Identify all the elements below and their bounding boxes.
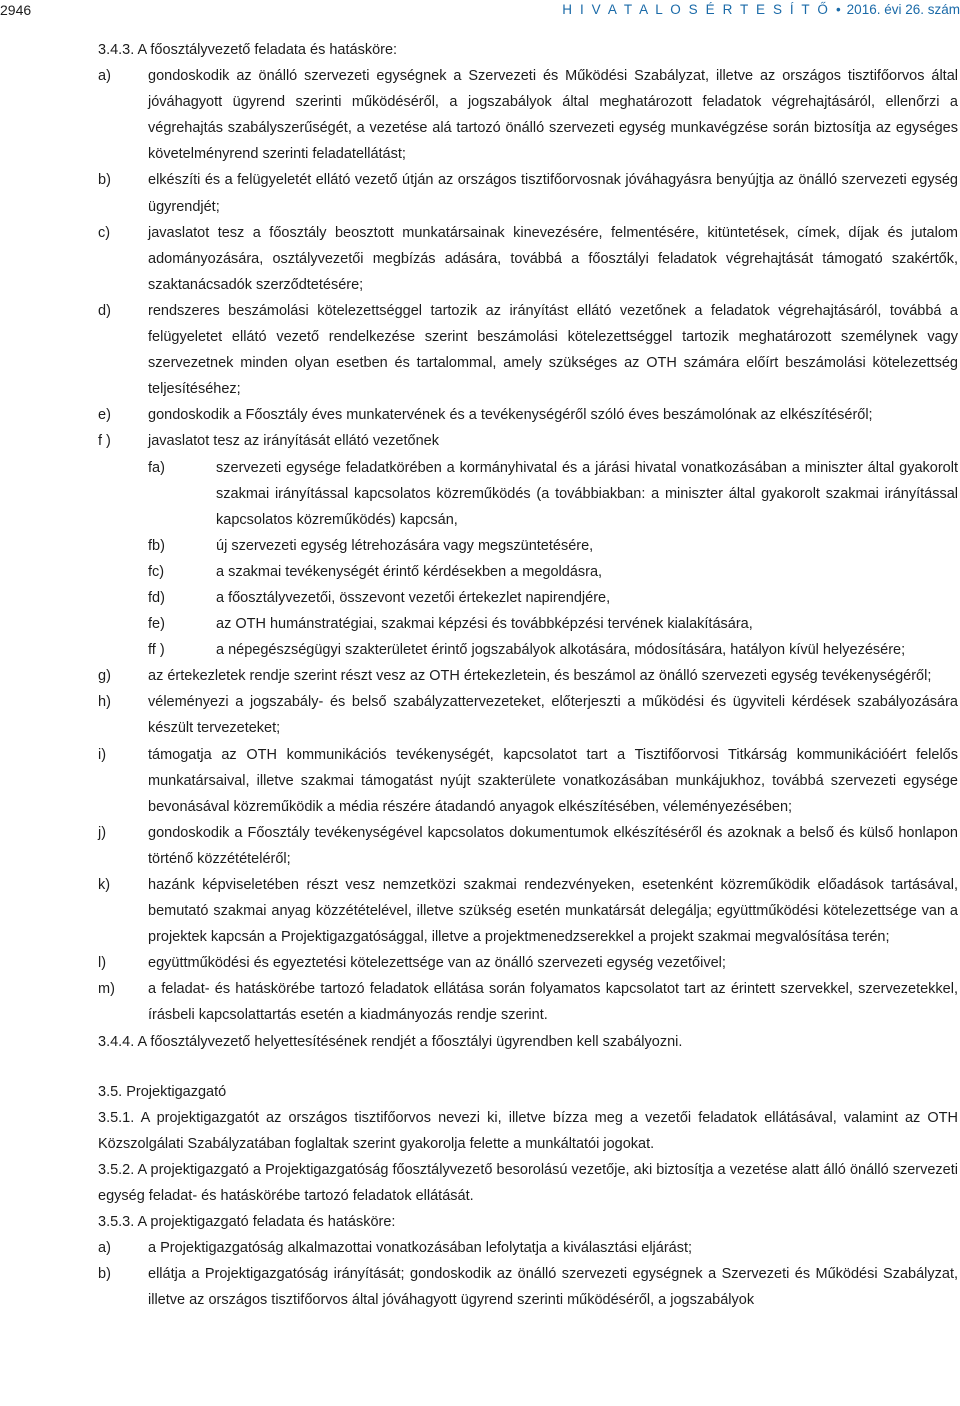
sub-item-label: fb) [148, 537, 165, 554]
item-text: rendszeres beszámolási kötelezettséggel tartozik az irányítást ellátó vezetőnek a feladatok végrehajtásáról, továbbá a felügyeletet ellátó vezető rendelkezése szerint beszámolási kötelezettséggel tartozik meghatározott személynek vagy szervezetnek minden olyan esetben és tartalommal, amely szükséges az OTH számára előírt beszámolási kötelezettség teljesítéséhez; [148, 302, 958, 398]
sub-item-text: az OTH humánstratégiai, szakmai képzési és továbbképzési tervének kialakítására, [216, 616, 753, 633]
sub-list-item [148, 559, 958, 585]
sub-item-text: a népegészségügyi szakterületet érintő jogszabályok alkotására, módosítására, hatályon kívül helyezésére; [216, 642, 906, 659]
list-item [98, 689, 958, 741]
list-353 [98, 1235, 958, 1313]
paragraph-344: 3.4.4. A főosztályvezető helyettesítésének rendjét a főosztályi ügyrendben kell szabályozni. [98, 1033, 683, 1050]
list-item [98, 663, 958, 689]
sub-list-item [148, 455, 958, 533]
list-item [98, 950, 958, 976]
item-text: javaslatot tesz az irányítását ellátó vezetőnek [148, 433, 439, 450]
item-text: a Projektigazgatóság alkalmazottai vonatkozásában lefolytatja a kiválasztási eljárást; [148, 1240, 693, 1257]
sub-list-item [148, 611, 958, 637]
item-label: j) [98, 824, 107, 841]
item-text: ellátja a Projektigazgatóság irányítását; gondoskodik az önálló szervezeti egységnek a Szervezeti és Működési Szabályzat, illetve az országos tisztifőorvos által jóváhagyott ügyrend szerinti működéséről, a jogszabályok [148, 1266, 958, 1309]
item-label: d) [98, 302, 111, 319]
header-separator: • [835, 2, 841, 17]
sub-list-item [148, 533, 958, 559]
item-text: gondoskodik a Főosztály tevékenységével kapcsolatos dokumentumok elkészítéséről és azoknak a belső és külső honlapon történő közzétételéről; [148, 824, 958, 867]
item-label: e) [98, 407, 111, 424]
document-body [98, 37, 958, 1314]
sub-item-text: új szervezeti egység létrehozására vagy megszüntetésére, [216, 537, 594, 554]
list-item [98, 872, 958, 950]
section-spacer [98, 1055, 958, 1079]
item-label: i) [98, 746, 107, 763]
list-343 [98, 63, 958, 1028]
issue-date: 2016. évi 26. szám [846, 2, 960, 17]
sub-item-text: a szakmai tevékenységét érintő kérdésekben a megoldásra, [216, 563, 603, 580]
sub-item-label: fe) [148, 616, 165, 633]
item-text: elkészíti és a felügyeletét ellátó vezető útján az országos tisztifőorvosnak jóváhagyásra benyújtja az önálló szervezeti egység ügyrendjét; [148, 172, 958, 215]
item-text: együttműködési és egyeztetési kötelezettsége van az önálló szervezeti egység vezetőivel; [148, 955, 726, 972]
sub-list-item [148, 585, 958, 611]
sub-item-label: ff ) [148, 642, 165, 659]
item-text: gondoskodik a Főosztály éves munkatervének és a tevékenységéről szóló éves beszámolónak az elkészítéséről; [148, 407, 873, 424]
sub-item-text: a főosztályvezetői, összevont vezetői értekezlet napirendjére, [216, 589, 611, 606]
item-text: az értekezletek rendje szerint részt vesz az OTH értekezletein, és beszámol az önálló szervezeti egység tevékenységéről; [148, 668, 932, 685]
item-text: a feladat- és hatáskörébe tartozó feladatok ellátása során folyamatos kapcsolatot tart az érintett szervekkel, szervezetekkel, írásbeli kapcsolattartás esetén a kiadmányozás rendje szerint. [148, 981, 958, 1024]
list-item [98, 63, 958, 167]
list-item [98, 820, 958, 872]
item-label: c) [98, 224, 111, 241]
sub-item-label: fd) [148, 589, 165, 606]
list-item [98, 742, 958, 820]
item-text: gondoskodik az önálló szervezeti egységnek a Szervezeti és Működési Szabályzat, illetve az országos tisztifőorvos által jóváhagyott ügyrend szerinti működéséről, a jogszabályok által meghatározott feladatok végrehajtásáról, ellenőrzi a végrehajtás szabályszerűségét, a vezetése alá tartozó önálló szervezeti egység munkavégzése során biztosítja az egységes követelményrend szerinti feladatellátást; [148, 68, 958, 163]
section-heading-35: 3.5. Projektigazgató [98, 1083, 227, 1100]
item-label: m) [98, 981, 115, 998]
sub-list-item [148, 637, 958, 663]
item-text: javaslatot tesz a főosztály beosztott munkatársainak kinevezésére, felmentésére, kitüntetések, címek, díjak és jutalom adományozására, osztályvezetői megbízás adására, továbbá a főosztályi feladatok végrehajtását támogató szakértők, szaktanácsadók szerződtetésére; [148, 224, 958, 293]
page-number: 2946 [0, 2, 32, 18]
item-label: b) [98, 172, 111, 189]
list-item [98, 1235, 958, 1261]
paragraph-351: 3.5.1. A projektigazgatót az országos tisztifőorvos nevezi ki, illetve bízza meg a vezetői feladatok ellátásával, valamint az OTH Közszolgálati Szabályzatában foglaltak szerint gyakorolja felette a munkáltatói jogokat. [98, 1109, 958, 1152]
item-text: támogatja az OTH kommunikációs tevékenységét, kapcsolatot tart a Tisztifőorvosi Titkárság kommunikációért felelős munkatársaival, illetve szakmai támogatást nyújt szakterülete vonatkozásában munkájukhoz, továbbá szervezeti egysége bevonásával közreműködik a média részére átadandó anyagok elkészítésében, véleményezésében; [148, 746, 958, 815]
list-item [98, 298, 958, 402]
list-item [98, 428, 958, 454]
running-header [562, 0, 960, 20]
item-text: hazánk képviseletében részt vesz nemzetközi szakmai rendezvényeken, esetenként közreműködik előadások tartásával, bemutató szakmai anyag közzétételével, illetve szükség esetén munkatársát delegálja; együttműködési kötelezettsége van a projektek kapcsán a Projektigazgatósággal, illetve a projektmenedzserekkel a projekt szakmai megvalósítása terén; [148, 877, 958, 946]
list-item [98, 220, 958, 298]
sub-item-label: fa) [148, 459, 165, 476]
paragraph-352: 3.5.2. A projektigazgató a Projektigazgatóság főosztályvezető besorolású vezetője, aki biztosítja a vezetése alatt álló önálló szervezeti egység feladat- és hatáskörébe tartozó feladatok ellátását. [98, 1161, 958, 1205]
item-text: véleményezi a jogszabály- és belső szabályzattervezeteket, előterjeszti a működési és ügyviteli kérdések szabályozására készült tervezeteket; [148, 694, 958, 737]
item-label: h) [98, 694, 111, 711]
sub-list-f [148, 455, 958, 664]
publication-title: H I V A T A L O S É R T E S Í T Ő [562, 2, 830, 17]
list-item [98, 1261, 958, 1313]
list-item [98, 976, 958, 1028]
item-label: k) [98, 877, 111, 893]
sub-item-text: szervezeti egysége feladatkörében a kormányhivatal és a járási hivatal vonatkozásában a miniszter által gyakorolt szakmai irányítással kapcsolatos közreműködés (a továbbiakban: a miniszter által gyakorolt szakmai irányítással kapcsolatos közreműködés) kapcsán, [216, 459, 958, 528]
sub-item-label: fc) [148, 563, 165, 580]
item-label: l) [98, 955, 107, 972]
item-label: g) [98, 668, 111, 685]
item-label: a) [98, 1240, 111, 1257]
item-label: b) [98, 1266, 111, 1283]
paragraph-353: 3.5.3. A projektigazgató feladata és hatásköre: [98, 1214, 396, 1231]
list-item [98, 167, 958, 219]
list-item [98, 402, 958, 428]
item-label: a) [98, 68, 111, 85]
section-heading-343: 3.4.3. A főosztályvezető feladata és hatásköre: [98, 42, 398, 58]
item-label: f ) [98, 433, 111, 450]
